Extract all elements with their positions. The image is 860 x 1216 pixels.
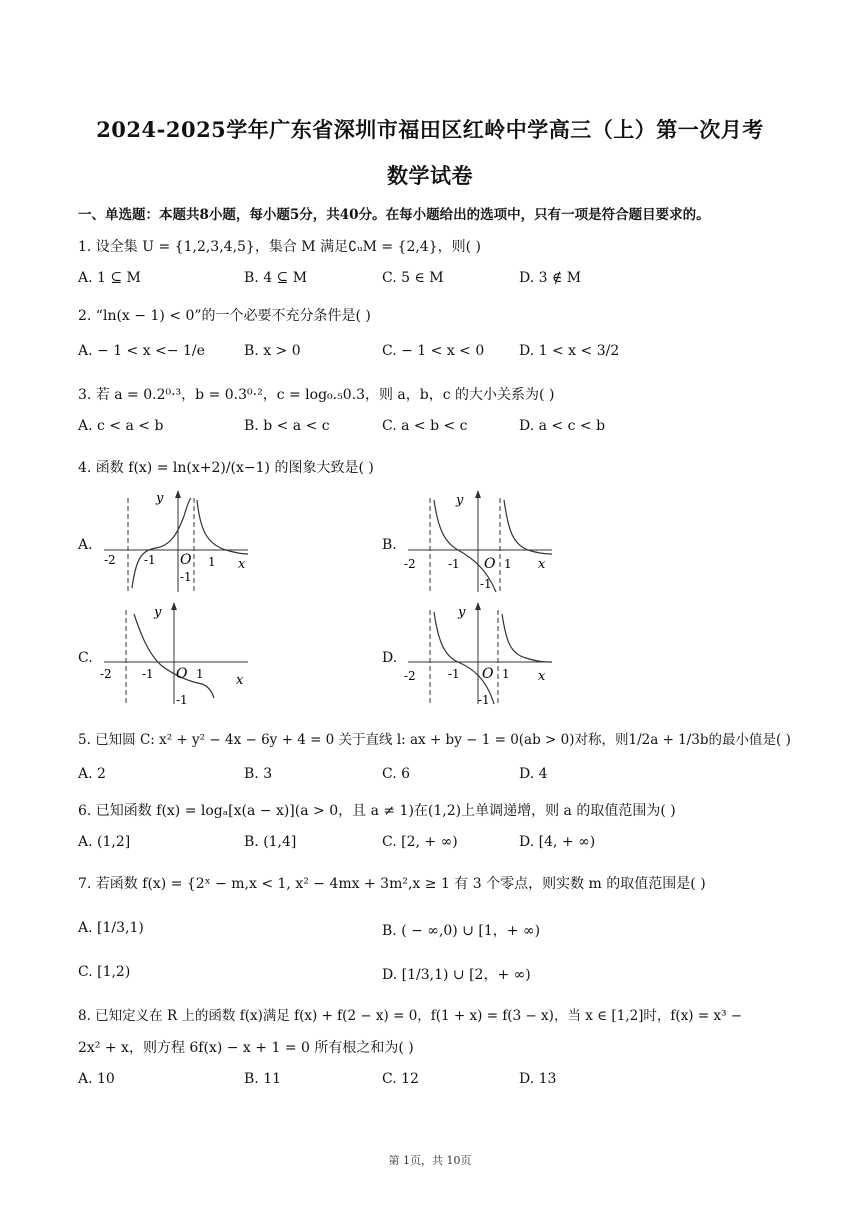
label-m2: -2	[404, 669, 416, 683]
q2-option-b: B. x > 0	[244, 343, 301, 359]
q8-option-a: A. 10	[78, 1071, 115, 1087]
q5-option-c: C. 6	[382, 766, 411, 782]
q1-option-d: D. 3 ∉ M	[519, 270, 582, 286]
question-7-stem: 7. 若函数 f(x) = {2ˣ − m,x < 1, x² − 4mx + 3m²,x ≥ 1 有 3 个零点，则实数 m 的取值范围是( )	[78, 876, 706, 892]
q6-option-d: D. [4, + ∞)	[519, 834, 596, 850]
label-m2: -2	[404, 557, 416, 571]
q7-option-c: C. [1,2)	[78, 964, 131, 980]
question-1-stem: 1. 设全集 U = {1,2,3,4,5}，集合 M 满足∁ᵤM = {2,4}，则( )	[78, 239, 481, 255]
exam-title: 2024-2025学年广东省深圳市福田区红岭中学高三（上）第一次月考	[96, 117, 764, 142]
q4-option-c: C.	[78, 650, 93, 666]
label-x: x	[238, 557, 246, 572]
label-m1: -1	[142, 667, 154, 681]
label-o: O	[484, 556, 496, 572]
q1-option-c: C. 5 ∈ M	[382, 270, 444, 286]
label-m1: -1	[448, 667, 460, 681]
question-5-stem: 5. 已知圆 C: x² + y² − 4x − 6y + 4 = 0 关于直线 l: ax + by − 1 = 0(ab > 0)对称，则1/2a + 1/3b的最小值是( )	[78, 732, 791, 748]
q8-option-b: B. 11	[244, 1071, 282, 1087]
label-x: x	[236, 673, 244, 688]
q7-option-a: A. [1/3,1)	[78, 920, 144, 936]
label-m2: -2	[100, 667, 112, 681]
label-neg1: -1	[176, 693, 188, 707]
graph-b	[400, 488, 560, 596]
label-y: y	[154, 605, 162, 620]
label-neg1: -1	[478, 693, 490, 707]
label-neg1: -1	[480, 577, 492, 591]
q2-option-d: D. 1 < x < 3/2	[519, 343, 620, 359]
label-o: O	[482, 666, 494, 682]
q4-option-a: A.	[78, 537, 93, 553]
q3-option-d: D. a < c < b	[519, 418, 606, 434]
q2-option-a: A. − 1 < x <− 1/e	[78, 343, 205, 359]
q4-option-b: B.	[382, 537, 397, 553]
question-4-stem: 4. 函数 f(x) = ln(x+2)/(x−1) 的图象大致是( )	[78, 460, 374, 476]
page-footer: 第 1页，共 10页	[388, 1154, 472, 1167]
q3-option-a: A. c < a < b	[78, 418, 164, 434]
label-m1: -1	[448, 557, 460, 571]
q5-option-b: B. 3	[244, 766, 273, 782]
graph-c	[96, 600, 256, 708]
q5-option-a: A. 2	[78, 766, 106, 782]
label-neg1: -1	[180, 570, 192, 584]
question-8-stem-line1: 8. 已知定义在 R 上的函数 f(x)满足 f(x) + f(2 − x) = 0，f(1 + x) = f(3 − x)，当 x ∈ [1,2]时，f(x) = x³ −	[78, 1008, 743, 1024]
q6-option-c: C. [2, + ∞)	[382, 834, 458, 850]
label-p1: 1	[504, 557, 512, 571]
q3-option-c: C. a < b < c	[382, 418, 468, 434]
q8-option-d: D. 13	[519, 1071, 557, 1087]
question-8-stem-line2: 2x² + x，则方程 6f(x) − x + 1 = 0 所有根之和为( )	[78, 1040, 414, 1056]
question-3-stem: 3. 若 a = 0.2⁰·³，b = 0.3⁰·²，c = log₀.₅0.3，则 a，b，c 的大小关系为( )	[78, 387, 555, 403]
exam-subtitle: 数学试卷	[387, 163, 473, 188]
label-o: O	[180, 552, 192, 568]
q1-option-b: B. 4 ⊆ M	[244, 270, 308, 286]
q6-option-a: A. (1,2]	[78, 834, 131, 850]
question-2-stem: 2. “ln(x − 1) < 0”的一个必要不充分条件是( )	[78, 308, 371, 324]
q8-option-c: C. 12	[382, 1071, 419, 1087]
q3-option-b: B. b < a < c	[244, 418, 330, 434]
label-m1: -1	[144, 553, 156, 567]
label-m2: -2	[104, 553, 116, 567]
section-heading: 一、单选题：本题共8小题，每小题5分，共40分。在每小题给出的选项中，只有一项是符合题目要求的。	[78, 207, 710, 223]
q7-option-b: B. ( − ∞,0) ∪ [1，+ ∞)	[382, 923, 541, 939]
label-p1: 1	[208, 555, 216, 569]
graph-d	[400, 600, 560, 708]
q5-option-d: D. 4	[519, 766, 548, 782]
label-o: O	[176, 666, 188, 682]
q1-option-a: A. 1 ⊆ M	[78, 270, 141, 286]
graph-a	[96, 488, 256, 596]
label-y: y	[456, 493, 464, 508]
q7-option-d: D. [1/3,1) ∪ [2，+ ∞)	[382, 967, 531, 983]
question-6-stem: 6. 已知函数 f(x) = logₐ[x(a − x)](a > 0，且 a ≠ 1)在(1,2)上单调递增，则 a 的取值范围为( )	[78, 803, 676, 819]
label-p1: 1	[196, 667, 204, 681]
label-p1: 1	[502, 667, 510, 681]
label-x: x	[538, 669, 546, 684]
q4-option-d: D.	[382, 650, 398, 666]
label-y: y	[458, 605, 466, 620]
label-x: x	[538, 557, 546, 572]
q2-option-c: C. − 1 < x < 0	[382, 343, 485, 359]
label-y: y	[156, 491, 164, 506]
q6-option-b: B. (1,4]	[244, 834, 297, 850]
